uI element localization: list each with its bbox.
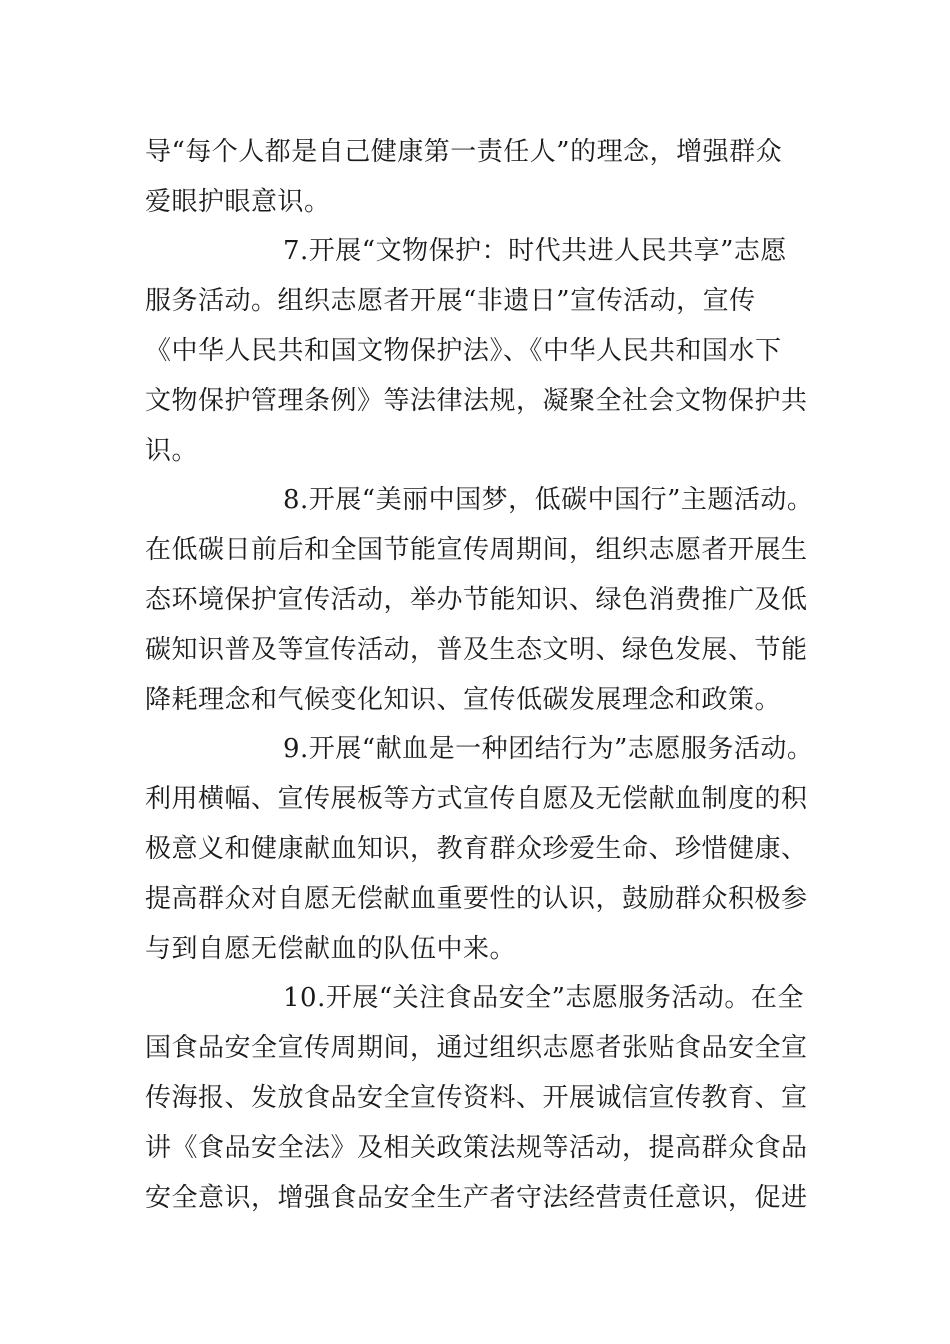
text-line: 安全意识，增强食品安全生产者守法经营责任意识，促进 xyxy=(145,1183,808,1213)
text-line: 态环境保护宣传活动，举办节能知识、绿色消费推广及低 xyxy=(145,585,808,615)
text-line: 《中华人民共和国文物保护法》、《中华人民共和国水下 xyxy=(145,336,782,366)
text-line: 在低碳日前后和全国节能宣传周期间，组织志愿者开展生 xyxy=(145,535,808,565)
text-line: 传海报、发放食品安全宣传资料、开展诚信宣传教育、宣 xyxy=(145,1083,808,1113)
text-line: 极意义和健康献血知识，教育群众珍爱生命、珍惜健康、 xyxy=(145,834,808,864)
text-line: 导“每个人都是自己健康第一责任人”的理念，增强群众 xyxy=(145,137,783,167)
text-line: 降耗理念和气候变化知识、宣传低碳发展理念和政策。 xyxy=(145,685,782,715)
text-line: 服务活动。组织志愿者开展“非遗日”宣传活动，宣传 xyxy=(145,286,756,316)
paragraph-start-7: 7.开展“文物保护：时代共进人民共享”志愿 xyxy=(283,236,787,266)
paragraph-start-9: 9.开展“献血是一种团结行为”志愿服务活动。 xyxy=(283,734,814,764)
text-line: 识。 xyxy=(145,436,199,466)
text-line: 提高群众对自愿无偿献血重要性的认识，鼓励群众积极参 xyxy=(145,884,808,914)
text-line: 利用横幅、宣传展板等方式宣传自愿及无偿献血制度的积 xyxy=(145,784,808,814)
text-line: 碳知识普及等宣传活动，普及生态文明、绿色发展、节能 xyxy=(145,635,808,665)
text-line: 讲《食品安全法》及相关政策法规等活动，提高群众食品 xyxy=(145,1133,808,1163)
paragraph-start-8: 8.开展“美丽中国梦，低碳中国行”主题活动。 xyxy=(283,485,814,515)
text-line: 爱眼护眼意识。 xyxy=(145,187,331,217)
paragraph-start-10: 10.开展“关注食品安全”志愿服务活动。在全 xyxy=(283,983,804,1013)
text-line: 与到自愿无偿献血的队伍中来。 xyxy=(145,934,517,964)
text-line: 文物保护管理条例》等法律法规，凝聚全社会文物保护共 xyxy=(145,386,808,416)
text-line: 国食品安全宣传周期间，通过组织志愿者张贴食品安全宣 xyxy=(145,1033,808,1063)
